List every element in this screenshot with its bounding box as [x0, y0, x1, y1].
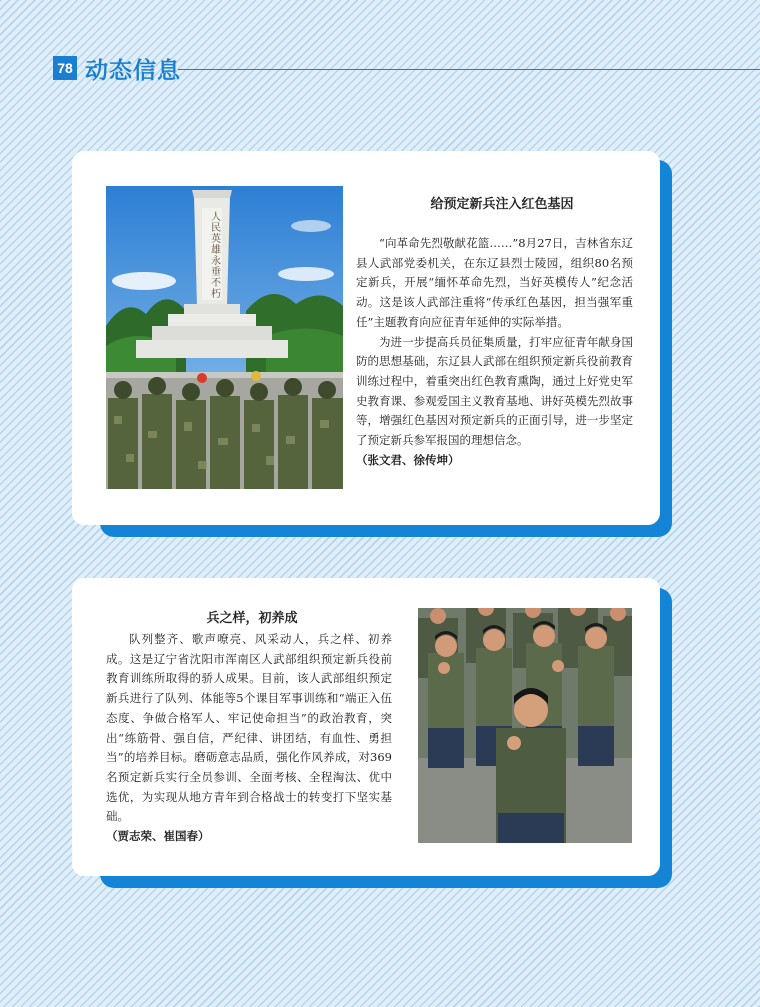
page-number: 78	[53, 56, 77, 80]
monument-inscription: 人民英雄永垂不朽	[211, 212, 221, 300]
article-2-title: 兵之样，初养成	[206, 611, 298, 626]
training-photo	[418, 608, 632, 843]
article-2-paragraph-1: 队列整齐、歌声嘹亮、风采动人，兵之样、初养成。这是辽宁省沈阳市浑南区人武部组织预定新兵役前教育训练所取得的骄人成果。目前，该人武部组织预定新兵进行了队列、体能等5个课目军事训练和“端正入伍态度、争做合格军人、牢记使命担当”的政治教育，突出“练筋骨、强自信，严纪律、讲团结，有血性、勇担当”的培养目标。磨砺意志品质，强化作风养成，对369名预定新兵实行全员参训、全面考核、全程淘汰、优中选优，为实现从地方青年到合格战士的转变打下坚实基础。	[106, 632, 392, 824]
monument-photo	[106, 186, 343, 489]
article-1-paragraph-2: 为进一步提高兵员征集质量，打牢应征青年献身国防的思想基础，东辽县人武部在组织预定新兵役前教育训练过程中，着重突出红色教育熏陶，通过上好党史军史教育课、参观爱国主义教育基地、讲好英模先烈故事等，增强红色基因对预定新兵的正面引导，进一步坚定了预定新兵参军报国的理想信念。	[356, 334, 633, 448]
article-2-body	[106, 630, 392, 847]
header-divider	[178, 69, 760, 70]
article-1-paragraph-1: “向革命先烈敬献花篮……”8月27日，吉林省东辽县人武部党委机关，在东辽县烈士陵园，组织80名预定新兵，开展“缅怀革命先烈，当好英模传人”纪念活动。这是该人武部注重将“传承红色基因，担当强军重任”主题教育向应征青年延伸的实际举措。	[356, 236, 633, 329]
page-header	[0, 52, 760, 86]
article-1-author: （张文君、徐传坤）	[356, 452, 460, 467]
section-title: 动态信息	[85, 58, 181, 84]
article-1-body	[356, 234, 633, 470]
article-2-author: （贾志荣、崔国春）	[106, 829, 210, 844]
article-1-title: 给预定新兵注入红色基因	[430, 197, 574, 212]
